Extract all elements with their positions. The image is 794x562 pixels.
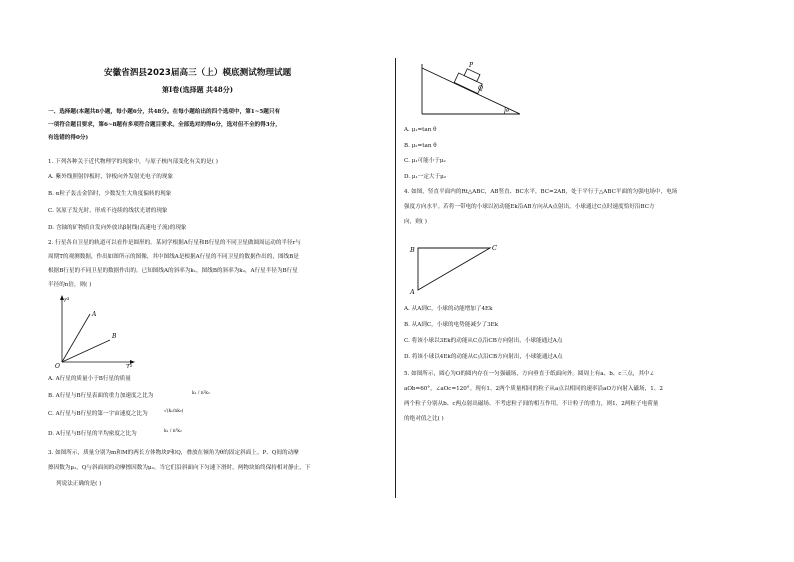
q4-triangle	[418, 248, 490, 290]
q1-option: B. α粒子轰击金箔时，少数发生大角度偏转的现象	[48, 191, 172, 197]
q4-option: A. 从A到C，小球的动能增加了4Ek	[404, 306, 493, 312]
q3-label-q: Q	[478, 85, 483, 92]
q4-label-c: C	[492, 244, 497, 252]
q3-label-p: P	[469, 62, 474, 69]
left-column	[46, 0, 388, 562]
q3-stem-line: 3. 如图所示，质量分别为m和M的两长方体物块P和Q，叠放在倾角为θ的固定斜面上。P、Q间的动摩	[48, 450, 299, 456]
q3-option: D. μ₁一定大于μ₂	[404, 174, 446, 180]
q4-option: C. 将该小球以3Ek的动能从C点沿CB方向射出，小球能通过A点	[404, 338, 563, 344]
q3-option: C. μ₁可能小于μ₂	[404, 158, 446, 164]
q2-line-b	[62, 340, 110, 362]
q4-label-a: A	[410, 288, 415, 296]
q4-stem-line: 向，则( )	[404, 219, 427, 225]
q2-graph	[52, 292, 136, 368]
q2-stem-line: 2. 行星各自卫星的轨道可以看作是圆形的。某同学根据A行星和B行星的不同卫星做圆周运动的半径r与	[48, 240, 301, 246]
instructions-line: 一、选择题(本题共8小题，每小题6分，共48分。在每小题给出的四个选项中，第1~5题只有	[48, 109, 281, 115]
instructions-line: 有选错的得0分)	[48, 135, 89, 141]
q2-line-a	[62, 314, 90, 362]
q1-option: D. 含铀的矿物质自发向外放出β射线(高速电子流)的现象	[48, 225, 187, 231]
q3-option: A. μ₁=tan θ	[404, 127, 437, 133]
q4-triangle-figure	[406, 240, 502, 296]
q2-stem-line: 根据B行星的不同卫星的数据作出的。已知图线A的斜率为k₁，图线B的斜率为k₂，A行星半径为B行星	[48, 268, 298, 274]
page-title: 安徽省泗县2023届高三（上）模底测试物理试题	[104, 68, 292, 78]
q1-option: A. 紫外线照射锌板时，锌板向外发射光电子的现象	[48, 174, 174, 180]
instructions-line: 一项符合题目要求，第6~8题有多项符合题目要求。全部选对的得6分，选对但不全的得3分，	[48, 122, 281, 128]
q2-line-a-label: A	[92, 311, 97, 318]
q2-option-b-fraction: k₁ / n²k₂	[192, 391, 210, 396]
q2-y-label: r³	[64, 297, 70, 304]
q2-origin-label: O	[55, 363, 60, 368]
q5-stem-line: aOb=60°，∠aOc=120°。现有1、2两个质量相同的粒子从a点以相同的速率沿aO方向射入磁场，1、2	[404, 386, 663, 392]
q4-option: B. 从A到C，小球的电势能减少了3Ek	[404, 322, 499, 328]
q5-stem-line: 的绝对值之比( )	[404, 416, 444, 422]
q2-option: A. A行星的质量小于B行星的质量	[48, 376, 131, 382]
q3-angle-arc	[504, 107, 505, 114]
q5-stem-line: 两个粒子分别从b、c两点射出磁场。不考虑粒子间的相互作用，不计粒子的重力，则1、2两粒子电荷量	[404, 401, 659, 407]
q1-option: C. 氢原子发光时，形成不连续的线状光谱的现象	[48, 208, 168, 214]
q5-stem-line: 5. 如图所示，圆心为O的圆内存在一匀强磁场，方向垂直于纸面向外。圆周上有a、b、c三点，其中∠	[404, 371, 655, 377]
q3-label-theta: θ	[506, 108, 510, 114]
q2-option: D. A行星与B行星的平均密度之比为	[48, 431, 137, 437]
q4-stem-line: 4. 如图，竖直平面内的Rt△ABC，AB竖直、BC水平，BC=2AB，处于平行于△ABC平面的匀强电场中，电场	[404, 189, 678, 195]
q2-stem-line: 周期T的观测数据，作出如图所示的图像，其中图线A是根据A行星的不同卫星的数据作出的，图线B是	[48, 254, 299, 260]
q3-option: B. μ₂=tan θ	[404, 143, 437, 149]
q1-stem: 1. 下列各种关于近代物理学的现象中，与原子核内部变化有关的是( )	[48, 159, 218, 165]
q3-stem-line: 列说法正确的是( )	[56, 481, 102, 487]
q4-option: D. 将该小球以4Ek的动能从C点沿CB方向射出，小球能通过A点	[404, 354, 563, 360]
q2-line-b-label: B	[112, 333, 117, 340]
q3-incline-figure	[416, 58, 522, 116]
q3-stem-line: 擦因数为μ₁，Q与斜面间的动摩擦因数为μ₂。当它们沿斜面向下匀速下滑时，两物块始终保持相对静止，下	[48, 465, 311, 471]
q2-option: C. A行星与B行星的第一宇宙速度之比为	[48, 411, 148, 417]
q2-x-label: T²	[126, 364, 133, 368]
q4-label-b: B	[410, 246, 415, 254]
q2-option-c-fraction: √(k₁/nk₂)	[164, 409, 184, 414]
right-column	[402, 0, 742, 562]
column-divider	[395, 58, 396, 498]
q2-option-d-fraction: k₁ / n³k₂	[164, 429, 182, 434]
q2-option: B. A行星与B行星表面的重力加速度之比为	[48, 393, 154, 399]
section-title: 第Ⅰ卷(选择题 共48分)	[162, 85, 234, 94]
q4-stem-line: 强度方向水平。若将一带电的小球以初动能Ek沿AB方向从A点射出，小球通过C点时速度恰好沿BC方	[404, 204, 655, 210]
q2-stem-line: 半径的n倍，则( )	[48, 282, 92, 288]
